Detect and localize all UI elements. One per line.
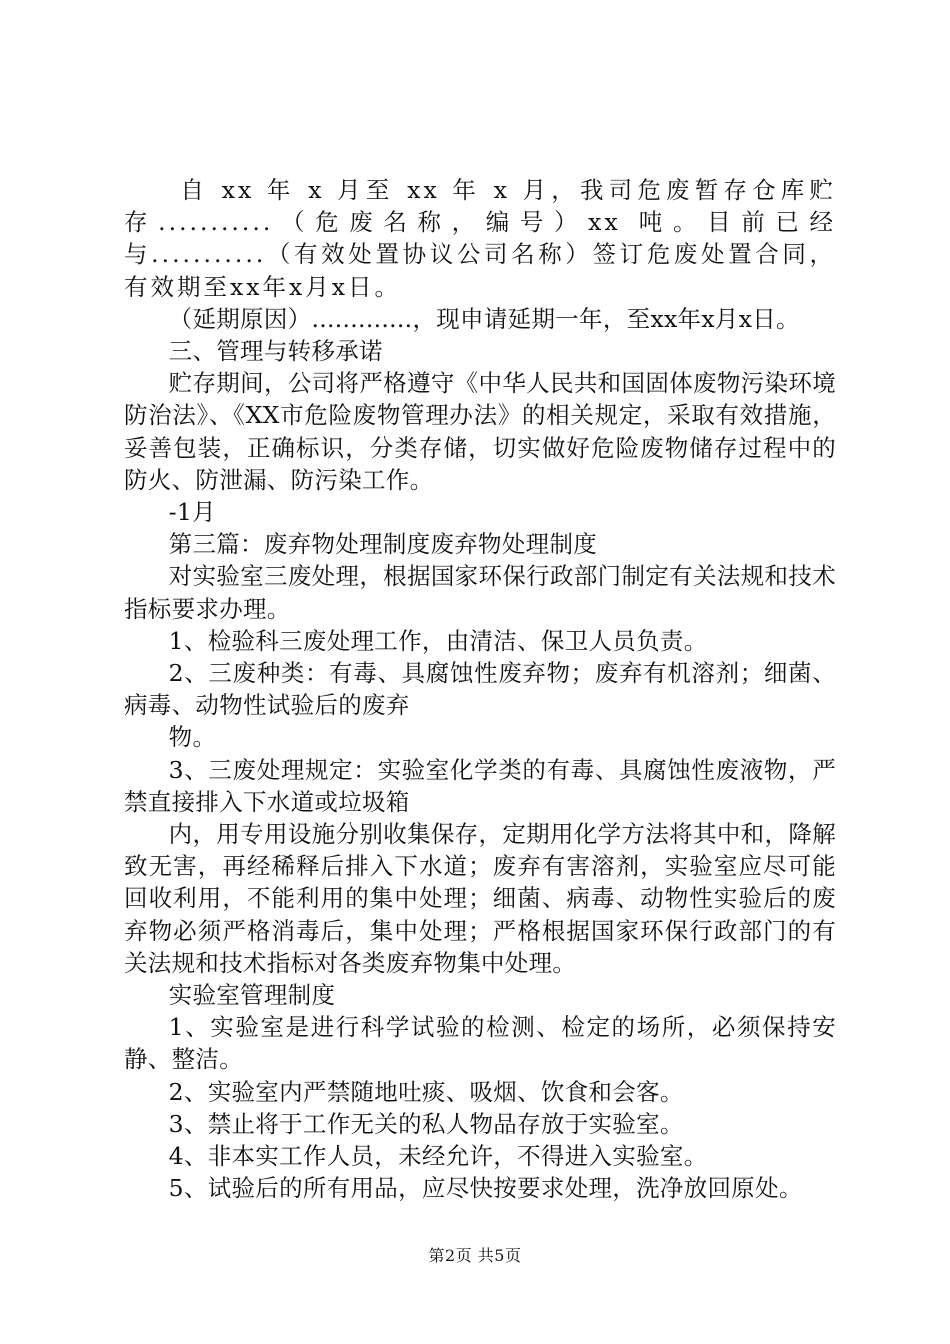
article-title: 第三篇：废弃物处理制度废弃物处理制度 xyxy=(168,530,598,559)
list-item-3: 3、三废处理规定：实验室化学类的有毒、具腐蚀性废液物，严禁直接排入下水道或垃圾箱 xyxy=(124,755,836,816)
section-heading-commitment: 三、管理与转移承诺 xyxy=(168,337,383,366)
lab-rule-5: 5、试验后的所有用品，应尽快按要求处理，洗净放回原处。 xyxy=(168,1174,803,1203)
paragraph-extension-reason: （延期原因）.............，现申请延期一年，至xx年x月x日。 xyxy=(168,304,800,333)
section-heading-lab-rules: 实验室管理制度 xyxy=(168,981,336,1010)
lab-rule-2: 2、实验室内严禁随地吐痰、吸烟、饮食和会客。 xyxy=(168,1077,684,1106)
lab-rule-4: 4、非本实工作人员，未经允许，不得进入实验室。 xyxy=(168,1142,708,1171)
paragraph-date-fragment: -1月 xyxy=(168,498,216,527)
paragraph-intro: 对实验室三废处理，根据国家环保行政部门制定有关法规和技术指标要求办理。 xyxy=(124,562,836,623)
list-item-1: 1、检验科三废处理工作，由清洁、保卫人员负责。 xyxy=(168,626,708,655)
page-number-footer: 第2页 共5页 xyxy=(428,1246,522,1265)
list-item-2: 2、三废种类：有毒、具腐蚀性废弃物；废弃有机溶剂；细菌、病毒、动物性试验后的废弃 xyxy=(124,659,836,720)
document-body xyxy=(124,174,836,1205)
list-item-3-continued: 内，用专用设施分别收集保存，定期用化学方法将其中和，降解致无害，再经稀释后排入下水道；废弃有害溶剂，实验室应尽可能回收利用，不能利用的集中处理；细菌、病毒、动物性实验后的废弃物必须严格消毒后，集中处理；严格根据国家环保行政部门的有关法规和技术指标对各类废弃物集中处理。 xyxy=(124,820,836,977)
paragraph-storage-status: 自 xx 年 x 月至 xx 年 x 月，我司危废暂存仓库贮存...........（危废名称，编号）xx 吨。目前已经与...........（有效处置协议公司名称）签订危废处置合同，有效期至xx年x月x日。 xyxy=(124,176,836,301)
lab-rule-3: 3、禁止将于工作无关的私人物品存放于实验室。 xyxy=(168,1109,684,1138)
paragraph-storage-commitment: 贮存期间，公司将严格遵守《中华人民共和国固体废物污染环境防治法》、《XX市危险废物管理办法》的相关规定，采取有效措施，妥善包装，正确标识，分类存储，切实做好危险废物储存过程中的防火、防泄漏、防污染工作。 xyxy=(124,369,836,494)
lab-rule-1: 1、实验室是进行科学试验的检测、检定的场所，必须保持安静、整洁。 xyxy=(124,1013,836,1074)
list-item-2-continued: 物。 xyxy=(168,723,217,752)
